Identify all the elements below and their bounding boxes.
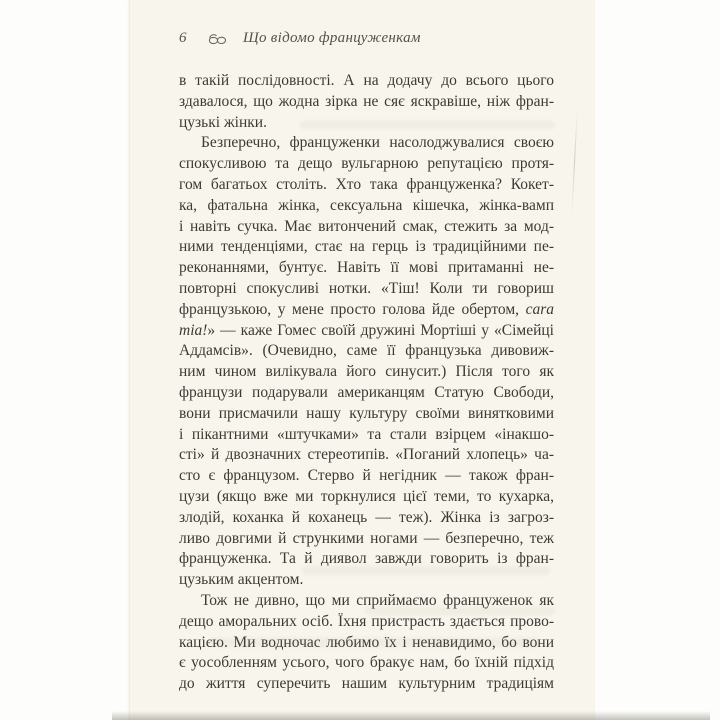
text-line: вони присмачили нашу культуру своїми винятковими xyxy=(179,404,554,422)
text-line: дещо аморальних осіб. Їхня пристрасть здається прово- xyxy=(179,612,554,630)
text-line: спокусливою та дещо вульгарною репутацією протя- xyxy=(179,155,554,173)
page xyxy=(130,0,595,720)
text-line: ними тенденціями, стає на герць із традиційними пе- xyxy=(179,238,554,256)
text-line: французи подарували американцям Статую Свободи, xyxy=(179,383,554,401)
text-line: є уособленням усього, чого бракує нам, бо їхній підхід xyxy=(179,654,554,672)
text-line: цузькі жінки. xyxy=(179,113,267,131)
infinity-scroll-ornament-icon xyxy=(207,33,229,45)
text-line: реконаннями, бунтує. Навіть її мові притаманні не- xyxy=(179,259,554,277)
text-line: ним чином вилікувала його синусит.) Після того як xyxy=(179,363,554,381)
text-line: до життя суперечить нашим культурним традиціям xyxy=(179,675,554,693)
text-line: сто є французом. Стерво й негідник — також фран- xyxy=(179,467,554,485)
text-line: цузьким акцентом. xyxy=(179,571,304,589)
text-line: французькою, у мене просто голова йде обертом, cara xyxy=(179,300,554,318)
text-line: ка, фатальна жінка, сексуальна кішечка, жінка-вамп xyxy=(179,196,554,214)
text-line: повторні спокусливі нотки. «Тіш! Коли ти говориш xyxy=(179,279,554,297)
text-line: сті» й двозначних стереотипів. «Поганий хлопець» ча- xyxy=(179,446,554,464)
text-line: кацією. Ми водночас любимо їх і ненавидимо, бо вони xyxy=(179,633,554,651)
text-line: здавалося, що жодна зірка не сяє яскравіше, ніж фран- xyxy=(179,92,554,110)
text-line: француженка. Та й диявол завжди говорить із фран- xyxy=(179,550,554,568)
text-line: злодій, коханка й коханець — теж). Жінка із загроз- xyxy=(179,508,554,526)
text-line: цузи (якщо вже ми торкнулися цієї теми, то кухарка, xyxy=(179,487,554,505)
text-line: Безперечно, француженки насолоджувалися своєю xyxy=(201,134,554,152)
running-head xyxy=(179,30,421,47)
page-crease xyxy=(571,110,577,215)
text-line: mia!» — каже Гомес своїй дружині Мортіші у «Сімейці xyxy=(179,321,554,339)
text-block xyxy=(179,71,554,695)
text-line: Тож не дивно, що ми сприймаємо француженок як xyxy=(201,591,554,609)
text-line: Аддамсів». (Очевидно, саме її французька дивовиж- xyxy=(179,342,554,360)
page-number: 6 xyxy=(179,30,187,46)
text-line: гом багатьох століть. Хто така француженка? Кокет- xyxy=(179,175,554,193)
page-bottom-shadow xyxy=(112,711,710,720)
text-line: і навіть сучка. Має витончений смак, стежить за мод- xyxy=(179,217,554,235)
text-line: ливо довгими й стрункими ногами — безперечно, теж xyxy=(179,529,554,547)
text-line: і пікантними «штучками» та стали взірцем «інакшо- xyxy=(179,425,554,443)
text-line: в такій послідовності. А на додачу до всього цього xyxy=(179,72,554,89)
running-head-title: Що відомо француженкам xyxy=(243,30,421,46)
